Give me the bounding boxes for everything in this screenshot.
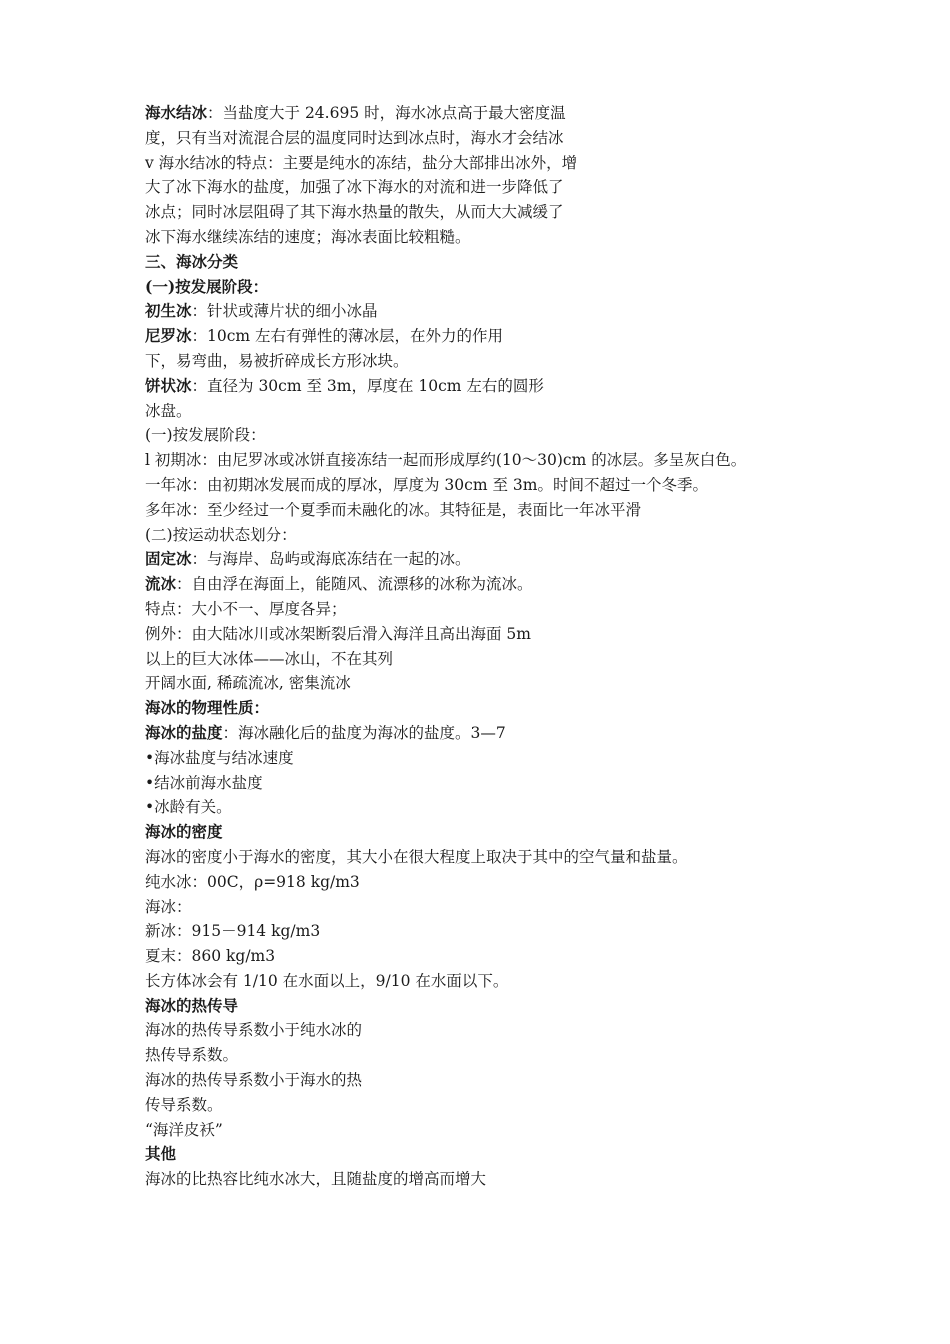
line-text: 特点：大小不一、厚度各异； [145, 599, 347, 618]
text-line [145, 696, 935, 721]
text-line [145, 324, 935, 349]
line-text: 海冰的热传导系数小于海水的热 [145, 1071, 363, 1090]
line-text: 例外：由大陆冰川或冰架断裂后滑入海洋且高出海面 5m [145, 624, 531, 643]
text-line [145, 250, 935, 275]
text-line [145, 448, 935, 473]
text-line [145, 622, 935, 647]
text-line [145, 994, 935, 1019]
text-line [145, 299, 935, 324]
text-line [145, 1068, 935, 1093]
line-text: ：当盐度大于 24.695 时，海水冰点高于最大密度温 [207, 104, 566, 122]
text-line [145, 126, 935, 151]
line-text: 下，易弯曲，易被折碎成长方形冰块。 [145, 351, 409, 370]
line-text: ：10cm 左右有弹性的薄冰层，在外力的作用 [191, 327, 504, 346]
text-line [145, 746, 935, 771]
text-line [145, 771, 935, 796]
text-line [145, 1167, 935, 1192]
document-body [145, 101, 935, 1192]
line-text: 热传导系数。 [145, 1046, 239, 1065]
line-text: 夏末：860 kg/m3 [145, 947, 276, 966]
text-line [145, 151, 935, 176]
bold-term: 海水结冰 [145, 103, 208, 122]
line-text: 海冰的密度小于海水的密度，其大小在很大程度上取决于其中的空气量和盐量。 [145, 847, 688, 866]
bold-term: (一)按发展阶段： [145, 276, 269, 296]
text-line [145, 647, 935, 672]
line-text: ：直径为 30cm 至 3m，厚度在 10cm 左右的圆形 [191, 376, 544, 395]
line-text: 一年冰：由初期冰发展而成的厚冰，厚度为 30cm 至 3m。时间不超过一个冬季。 [145, 475, 708, 494]
line-text: ：海冰融化后的盐度为海冰的盐度。3—7 [222, 723, 506, 742]
bold-term: 流冰 [145, 574, 177, 594]
bold-term: 海冰的物理性质： [145, 698, 270, 718]
bold-term: 海冰的密度 [145, 822, 223, 842]
text-line [145, 721, 935, 746]
text-line [145, 597, 935, 622]
line-text: (二)按运动状态划分： [145, 525, 297, 544]
text-line [145, 1018, 935, 1043]
text-line [145, 969, 935, 994]
line-text: 大了冰下海水的盐度，加强了冰下海水的对流和进一步降低了 [145, 178, 564, 197]
text-line [145, 895, 935, 920]
bold-term: 固定冰 [145, 549, 192, 569]
line-text: 海冰： [145, 897, 192, 916]
text-line [145, 275, 935, 300]
line-text: 度，只有当对流混合层的温度同时达到冰点时，海水才会结冰 [145, 128, 564, 147]
text-line [145, 820, 935, 845]
text-line [145, 374, 935, 399]
text-line [145, 795, 935, 820]
text-line [145, 423, 935, 448]
bold-term: 尼罗冰 [145, 326, 192, 346]
text-line [145, 225, 935, 250]
line-text: 冰下海水继续冻结的速度；海冰表面比较粗糙。 [145, 227, 471, 246]
text-line [145, 870, 935, 895]
text-line [145, 671, 935, 696]
text-line [145, 473, 935, 498]
line-text: 冰盘。 [145, 401, 192, 420]
line-text: 以上的巨大冰体——冰山，不在其列 [145, 649, 394, 668]
line-text: •冰龄有关。 [145, 798, 232, 817]
bold-term: 初生冰 [145, 301, 192, 321]
line-text: 开阔水面, 稀疏流冰, 密集流冰 [145, 674, 351, 693]
text-line [145, 523, 935, 548]
text-line [145, 1043, 935, 1068]
line-text: v 海水结冰的特点：主要是纯水的冻结，盐分大部排出冰外，增 [145, 153, 578, 172]
text-line [145, 175, 935, 200]
text-line [145, 1142, 935, 1167]
text-line [145, 498, 935, 523]
line-text: 传导系数。 [145, 1095, 223, 1114]
line-text: 多年冰：至少经过一个夏季而未融化的冰。其特征是，表面比一年冰平滑 [145, 500, 642, 519]
line-text: ：与海岸、岛屿或海底冻结在一起的冰。 [191, 550, 471, 569]
text-line [145, 349, 935, 374]
text-line [145, 200, 935, 225]
text-line [145, 845, 935, 870]
line-text: 冰点；同时冰层阻碍了其下海水热量的散失，从而大大减缓了 [145, 203, 564, 222]
text-line [145, 944, 935, 969]
line-text: 海冰的热传导系数小于纯水冰的 [145, 1021, 363, 1040]
text-line [145, 919, 935, 944]
line-text: (一)按发展阶段： [145, 426, 266, 445]
line-text: 海冰的比热容比纯水冰大，且随盐度的增高而增大 [145, 1170, 487, 1189]
line-text: 纯水冰：00C，ρ=918 kg/m3 [145, 872, 360, 891]
bold-term: 海冰的盐度 [145, 722, 223, 742]
text-line [145, 572, 935, 597]
bold-term: 三、海冰分类 [145, 251, 239, 271]
text-line [145, 1093, 935, 1118]
line-text: •结冰前海水盐度 [145, 773, 263, 792]
line-text: ：针状或薄片状的细小冰晶 [191, 302, 378, 321]
bold-term: 饼状冰 [145, 375, 192, 395]
text-line [145, 1118, 935, 1143]
line-text: l 初期冰：由尼罗冰或冰饼直接冻结一起而形成厚约(10～30)cm 的冰层。多呈灰白色。 [145, 451, 747, 470]
line-text: 长方体冰会有 1/10 在水面以上，9/10 在水面以下。 [145, 971, 509, 990]
line-text: 新冰：915－914 kg/m3 [145, 922, 321, 941]
line-text: ：自由浮在海面上，能随风、流漂移的冰称为流冰。 [176, 575, 533, 594]
text-line [145, 101, 935, 126]
text-line [145, 547, 935, 572]
line-text: •海冰盐度与结冰速度 [145, 748, 294, 767]
bold-term: 其他 [145, 1144, 177, 1164]
bold-term: 海冰的热传导 [145, 995, 239, 1015]
line-text: “海洋皮袄” [145, 1120, 223, 1139]
text-line [145, 399, 935, 424]
